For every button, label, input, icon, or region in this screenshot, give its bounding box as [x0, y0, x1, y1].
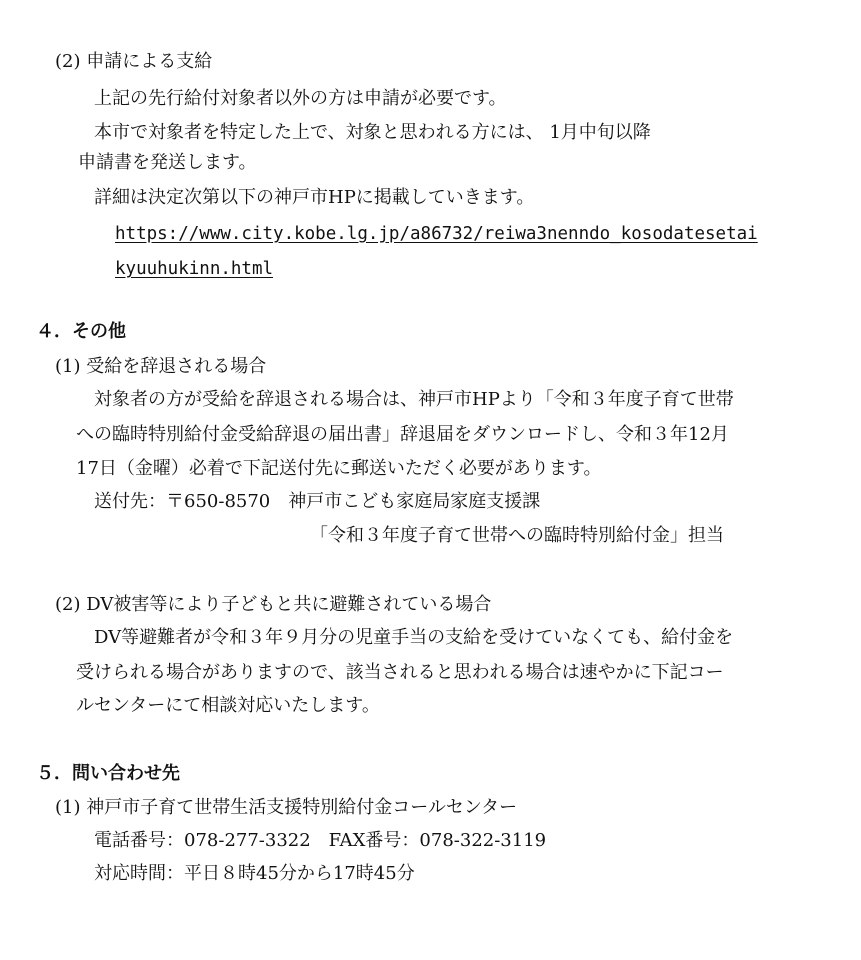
- contact-hours: 対応時間：平日８時45分から17時45分: [94, 863, 415, 884]
- section-4-1-mailing-address: 送付先：〒650-8570 神戸市こども家庭局家庭支援課: [94, 491, 541, 512]
- section-5-1-heading: (1) 神戸市子育て世帯生活支援特別給付金コールセンター: [55, 797, 518, 818]
- section-4-2-heading: (2) DV被害等により子どもと共に避難されている場合: [55, 594, 492, 615]
- section-3-2-paragraph-2-line-1: 本市で対象者を特定した上で、対象と思われる方には、 1月中旬以降: [94, 122, 651, 143]
- kobe-hp-link-line-1[interactable]: https://www.city.kobe.lg.jp/a86732/reiwa3nenndo_kosodatesetai: [115, 224, 758, 244]
- section-4-2-line-2: 受けられる場合がありますので、該当されると思われる場合は速やかに下記コー: [76, 662, 724, 683]
- section-5-heading: ５．問い合わせ先: [36, 763, 180, 784]
- section-4-1-line-3: 17日（金曜）必着で下記送付先に郵送いただく必要があります。: [76, 458, 602, 479]
- section-4-2-line-3: ルセンターにて相談対応いたします。: [76, 695, 380, 716]
- contact-phone-fax: 電話番号：078-277-3322 FAX番号：078-322-3119: [94, 830, 547, 851]
- section-4-2-line-1: DV等避難者が令和３年９月分の児童手当の支給を受けていなくても、給付金を: [94, 627, 734, 648]
- section-3-2-paragraph-2-line-2: 申請書を発送します。: [78, 152, 257, 173]
- section-3-2-paragraph-3: 詳細は決定次第以下の神戸市HPに掲載していきます。: [94, 187, 535, 208]
- section-4-1-heading: (1) 受給を辞退される場合: [55, 356, 267, 377]
- section-3-2-paragraph-1: 上記の先行給付対象者以外の方は申請が必要です。: [94, 88, 507, 109]
- section-3-2-heading: (2) 申請による支給: [55, 51, 213, 72]
- section-4-1-line-1: 対象者の方が受給を辞退される場合は、神戸市HPより「令和３年度子育て世帯: [94, 389, 734, 410]
- section-4-heading: ４．その他: [36, 321, 126, 342]
- kobe-hp-link-line-2[interactable]: kyuuhukinn.html: [115, 259, 274, 279]
- section-4-1-mailing-attention: 「令和３年度子育て世帯への臨時特別給付金」担当: [310, 525, 724, 546]
- section-4-1-line-2: への臨時特別給付金受給辞退の届出書」辞退届をダウンロードし、令和３年12月: [76, 424, 729, 445]
